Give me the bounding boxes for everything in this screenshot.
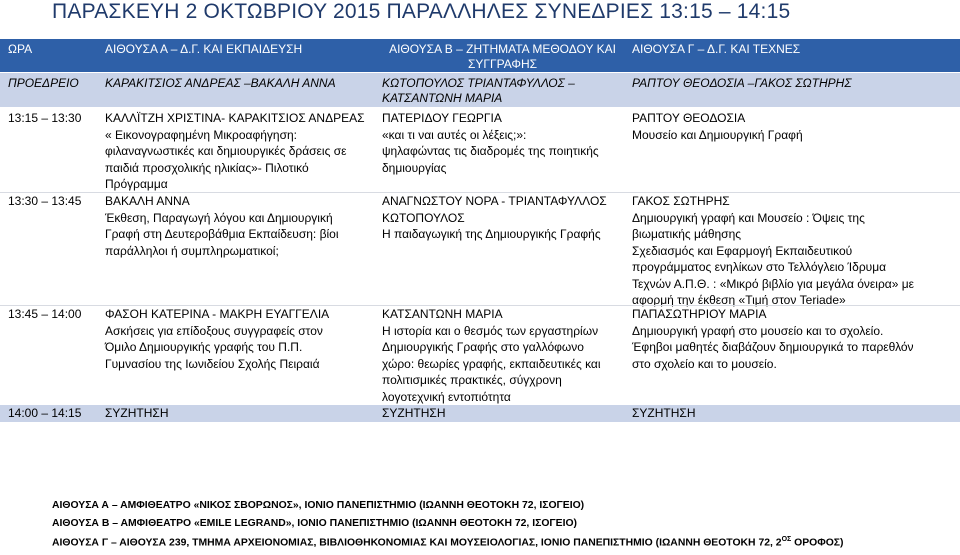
- slot-2-c-title-2: βιωματικής μάθησης: [632, 227, 742, 241]
- slot-2-time: 13:30 – 13:45: [8, 194, 82, 208]
- header-room-b-line2: ΣΥΓΓΡΑΦΗΣ: [467, 57, 538, 71]
- chairs-row: [0, 73, 960, 107]
- slot-2-a-title-1: Έκθεση, Παραγωγή λόγου και Δημιουργική: [105, 210, 333, 225]
- header-time: ΩΡΑ: [8, 42, 33, 56]
- slot-1-b-title-3: δημιουργίας: [382, 160, 447, 175]
- slot-3-b-title-4: πολιτισμικές πρακτικές, σύγχρονη: [382, 373, 562, 387]
- chairs-room-c: ΡΑΠΤΟΥ ΘΕΟΔΟΣΙΑ –ΓΑΚΟΣ ΣΩΤΗΡΗΣ: [632, 76, 852, 90]
- chairs-room-a: ΚΑΡΑΚΙΤΣΙΟΣ ΑΝΔΡΕΑΣ –ΒΑΚΑΛΗ ΑΝΝΑ: [105, 76, 336, 90]
- slot-3-b-title-3: χώρο: θεωρίες γραφής, εκπαιδευτικές και: [382, 356, 601, 371]
- slot-2-c-title-6: αφορμή την έκθεση «Τιμή στον Teriade»: [632, 293, 846, 307]
- header-room-b-line1: ΑΙΘΟΥΣΑ Β – ΖΗΤΗΜΑΤΑ ΜΕΘΟΔΟΥ ΚΑΙ: [389, 42, 616, 56]
- slot-1-b-speaker: ΠΑΤΕΡΙΔΟΥ ΓΕΩΡΓΙΑ: [382, 111, 502, 125]
- venue-note-a: ΑΙΘΟΥΣΑ Α – ΑΜΦΙΘΕΑΤΡΟ «ΝΙΚΟΣ ΣΒΟΡΩΝΟΣ», ΙΟΝΙΟ ΠΑΝΕΠΙΣΤΗΜΙΟ (ΙΩΑΝΝΗ ΘΕΟΤΟΚΗ 72, ΙΣΟΓΕΙΟ): [52, 500, 585, 511]
- slot-3-a-title-2: Όμιλο Δημιουργικής γραφής του Π.Π.: [105, 340, 303, 354]
- slot-3-b-speaker: ΚΑΤΣΑΝΤΩΝΗ ΜΑΡΙΑ: [382, 307, 503, 321]
- slot-2-room-a: [105, 193, 375, 259]
- slot-2-b-title-1: Η παιδαγωγική της Δημιουργικής Γραφής: [382, 227, 601, 241]
- slot-1-b-title-2: ψηλαφώντας τις διαδρομές της ποιητικής: [382, 144, 599, 158]
- slot-3-a-speaker: ΦΑΣΟΗ ΚΑΤΕΡΙΝΑ - ΜΑΚΡΗ ΕΥΑΓΓΕΛΙΑ: [105, 307, 330, 321]
- slot-2-a-title-3: παράλληλοι ή συμπληρωματικοί;: [105, 243, 279, 258]
- slot-2-c-title-4: προγράμματος ενηλίκων στο Τελλόγλειο Ίδρυμα: [632, 260, 887, 274]
- slot-2-b-speaker-2: ΚΩΤΟΠΟΥΛΟΣ: [382, 210, 465, 225]
- slot-1-a-title-1: « Εικονογραφημένη Μικροαφήγηση:: [105, 127, 298, 142]
- slot-2-c-title-1: Δημιουργική γραφή και Μουσείο : Όψεις της: [632, 210, 865, 225]
- page-title: ΠΑΡΑΣΚΕΥΗ 2 ΟΚΤΩΒΡΙΟΥ 2015 ΠΑΡΑΛΛΗΛΕΣ ΣΥΝΕΔΡΙΕΣ 13:15 – 14:15: [52, 0, 791, 23]
- slot-1-a-speaker: ΚΑΛΛΪΤΖΗ ΧΡΙΣΤΙΝΑ- ΚΑΡΑΚΙΤΣΙΟΣ ΑΝΔΡΕΑΣ: [105, 111, 365, 125]
- header-room-c: ΑΙΘΟΥΣΑ Γ – Δ.Γ. ΚΑΙ ΤΕΧΝΕΣ: [632, 42, 801, 56]
- slot-1-room-b: [382, 110, 627, 176]
- floor-ordinal: ΟΣ: [781, 536, 792, 543]
- venue-note-c: [52, 536, 844, 548]
- slot-3-c-title-2: Έφηβοι μαθητές διαβάζουν δημιουργικά το παρεθλόν: [632, 340, 914, 354]
- slot-1-c-speaker: ΡΑΠΤΟΥ ΘΕΟΔΟΣΙΑ: [632, 111, 746, 125]
- discussion-row: [0, 405, 960, 422]
- slot-3-room-a: [105, 306, 375, 372]
- slot-2-a-speaker: ΒΑΚΑΛΗ ΑΝΝΑ: [105, 194, 190, 208]
- slot-3-b-title-1: Η ιστορία και ο θεσμός των εργαστηρίων: [382, 323, 599, 338]
- slot-3-room-c: [632, 306, 957, 372]
- slot-3-room-b: [382, 306, 627, 405]
- slot-1-b-title-1: «και τι ναι αυτές οι λέξεις;»:: [382, 127, 527, 142]
- slot-3-a-title-3: Γυμνασίου της Ιωνιδείου Σχολής Πειραιά: [105, 356, 320, 371]
- slot-1-room-c: [632, 110, 957, 143]
- venue-note-b: ΑΙΘΟΥΣΑ Β – ΑΜΦΙΘΕΑΤΡΟ «EMILE LEGRAND», ΙΟΝΙΟ ΠΑΝΕΠΙΣΤΗΜΙΟ (ΙΩΑΝΝΗ ΘΕΟΤΟΚΗ 72, ΙΣΟΓΕΙΟ): [52, 518, 578, 529]
- schedule-header-row: [0, 39, 960, 72]
- slot-3-time: 13:45 – 14:00: [8, 307, 82, 321]
- slot-1-time: 13:15 – 13:30: [8, 111, 82, 125]
- slot-2-room-b: [382, 193, 627, 243]
- slot-1-a-title-4: Πρόγραμμα: [105, 177, 168, 191]
- slot-1-room-a: [105, 110, 375, 193]
- discussion-room-b: ΣΥΖΗΤΗΣΗ: [382, 406, 446, 420]
- chairs-room-b-line2: ΚΑΤΣΑΝΤΩΝΗ ΜΑΡΙΑ: [382, 91, 503, 105]
- discussion-room-c: ΣΥΖΗΤΗΣΗ: [632, 406, 696, 420]
- venue-note-c-tail: ΟΡΟΦΟΣ): [791, 537, 844, 549]
- slot-1-a-title-3: παιδιά προσχολικής ηλικίας»- Πιλοτικό: [105, 160, 309, 175]
- discussion-room-a: ΣΥΖΗΤΗΣΗ: [105, 406, 169, 420]
- slot-3-c-title-1: Δημιουργική γραφή στο μουσείο και το σχολείο.: [632, 323, 884, 338]
- slot-3-c-speaker: ΠΑΠΑΣΩΤΗΡΙΟΥ ΜΑΡΙΑ: [632, 307, 767, 321]
- slot-3-b-title-5: λογοτεχνική εντοπιότητα: [382, 389, 511, 404]
- slot-2-room-c: [632, 193, 957, 309]
- slot-3-c-title-3: στο σχολείο και το μουσείο.: [632, 356, 777, 371]
- chairs-room-b-line1: ΚΩΤΟΠΟΥΛΟΣ ΤΡΙΑΝΤΑΦΥΛΛΟΣ –: [382, 76, 575, 90]
- header-room-a: ΑΙΘΟΥΣΑ Α – Δ.Γ. ΚΑΙ ΕΚΠΑΙΔΕΥΣΗ: [105, 42, 303, 56]
- slot-2-c-speaker: ΓΑΚΟΣ ΣΩΤΗΡΗΣ: [632, 194, 730, 208]
- slot-2-b-speaker-1: ΑΝΑΓΝΩΣΤΟΥ ΝΟΡΑ - ΤΡΙΑΝΤΑΦΥΛΛΟΣ: [382, 194, 607, 208]
- slot-1-a-title-2: φιλαναγνωστικές και δημιουργικές δράσεις σε: [105, 144, 347, 158]
- chairs-label: ΠΡΟΕΔΡΕΙΟ: [8, 76, 79, 90]
- venue-note-c-text: ΑΙΘΟΥΣΑ Γ – ΑΙΘΟΥΣΑ 239, ΤΜΗΜΑ ΑΡΧΕΙΟΝΟΜΙΑΣ, ΒΙΒΛΙΟΘΗΚΟΝΟΜΙΑΣ ΚΑΙ ΜΟΥΣΕΙΟΛΟΓΙΑΣ, ΙΟΝΙΟ ΠΑΝΕΠΙΣΤΗΜΙΟ (ΙΩΑΝΝΗ ΘΕΟΤΟΚΗ 72, 2: [52, 537, 782, 549]
- slot-2-c-title-5: Τεχνών Α.Π.Θ. : «Μικρό βιβλίο για μεγάλα όνειρα» με: [632, 276, 914, 291]
- slot-2-a-title-2: Γραφή στη Δευτεροβάθμια Εκπαίδευση: βίοι: [105, 227, 339, 241]
- slot-3-a-title-1: Ασκήσεις για επίδοξους συγγραφείς στον: [105, 323, 323, 338]
- slot-2-c-title-3: Σχεδιασμός και Εφαρμογή Εκπαιδευτικού: [632, 243, 853, 258]
- slot-3-b-title-2: Δημιουργικής Γραφής στο γαλλόφωνο: [382, 340, 584, 354]
- slot-1-c-title-1: Μουσείο και Δημιουργική Γραφή: [632, 127, 803, 142]
- discussion-time: 14:00 – 14:15: [8, 406, 82, 420]
